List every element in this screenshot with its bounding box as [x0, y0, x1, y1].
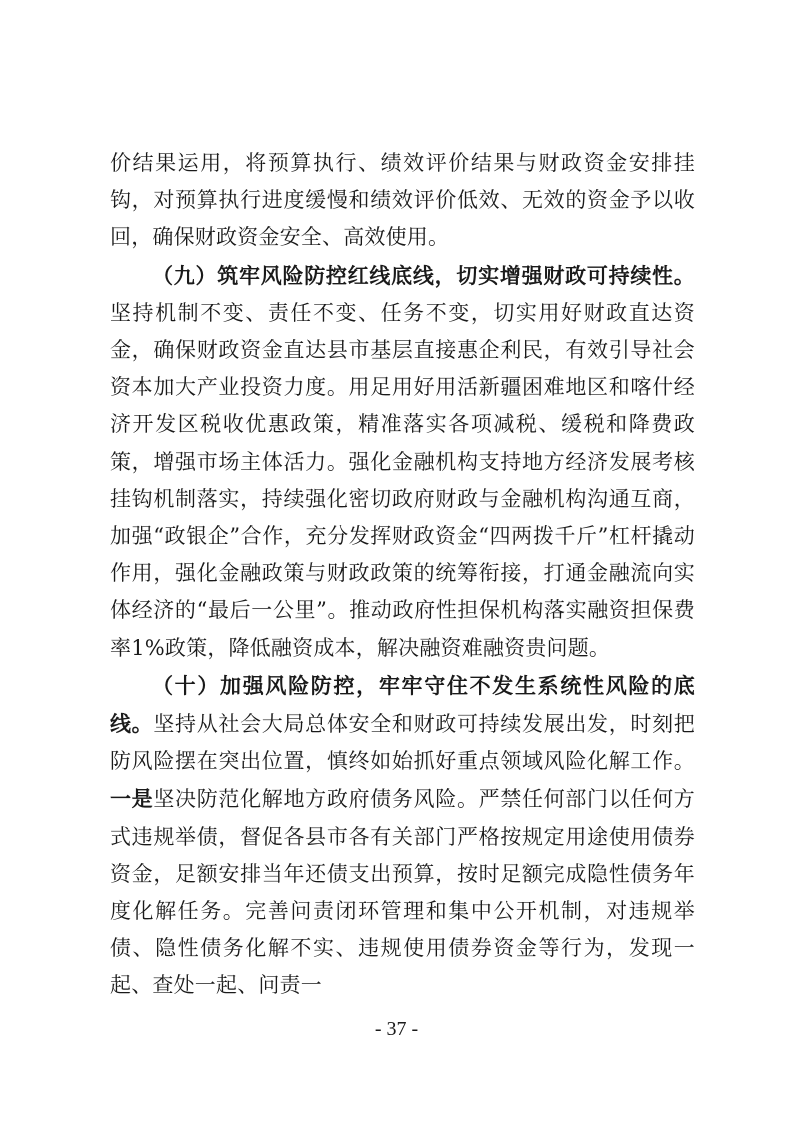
section-heading-9: （九）筑牢风险防控红线底线，切实增强财政可持续性。 — [152, 262, 695, 288]
paragraph-text: 坚持从社会大局总体安全和财政可持续发展出发，时刻把防风险摆在突出位置，慎终如始抓好重点领域风险化解工作。 — [110, 712, 695, 774]
page-number: - 37 - — [374, 1018, 419, 1040]
section-heading-10: （十）加强风险防控，牢牢守住不发生系统性风险的底线。 — [110, 672, 695, 737]
paragraph-text: 坚持机制不变、责任不变、任务不变，切实用好财政直达资金，确保财政资金直达县市基层直接惠企利民，有效引导社会资本加大产业投资力度。用足用好用活新疆困难地区和喀什经济开发区税收优惠政策，精准落实各项减税、缓税和降费政策，增强市场主体活力。强化金融机构支持地方经济发展考核挂钩机制落实，持续强化密切政府财政与金融机构沟通互商，加强“政银企”合作，充分发挥财政资金“四两拨千斤”杠杆撬动作用，强化金融政策与财政政策的统筹衔接，打通金融流向实体经济的“最后一公里”。推动政府性担保机构落实融资担保费率1%政策，降低融资成本，解决融资难融资贵问题。 — [110, 300, 695, 660]
paragraph-continuation — [110, 145, 695, 257]
paragraph-section-9 — [110, 257, 695, 667]
paragraph-section-10 — [110, 667, 695, 1005]
paragraph-text: 坚决防范化解地方政府债务风险。严禁任何部门以任何方式违规举债，督促各县市各有关部门严格按规定用途使用债券资金，足额安排当年还债支出预算，按时足额完成隐性债务年度化解任务。完善问责闭环管理和集中公开机制，对违规举债、隐性债务化解不实、违规使用债券资金等行为，发现一起、查处一起、问责一 — [110, 787, 695, 998]
paragraph-text: 价结果运用，将预算执行、绩效评价结果与财政资金安排挂钩，对预算执行进度缓慢和绩效评价低效、无效的资金予以收回，确保财政资金安全、高效使用。 — [110, 151, 695, 250]
inline-emphasis: 一是 — [110, 786, 154, 812]
body-text — [110, 145, 695, 1005]
